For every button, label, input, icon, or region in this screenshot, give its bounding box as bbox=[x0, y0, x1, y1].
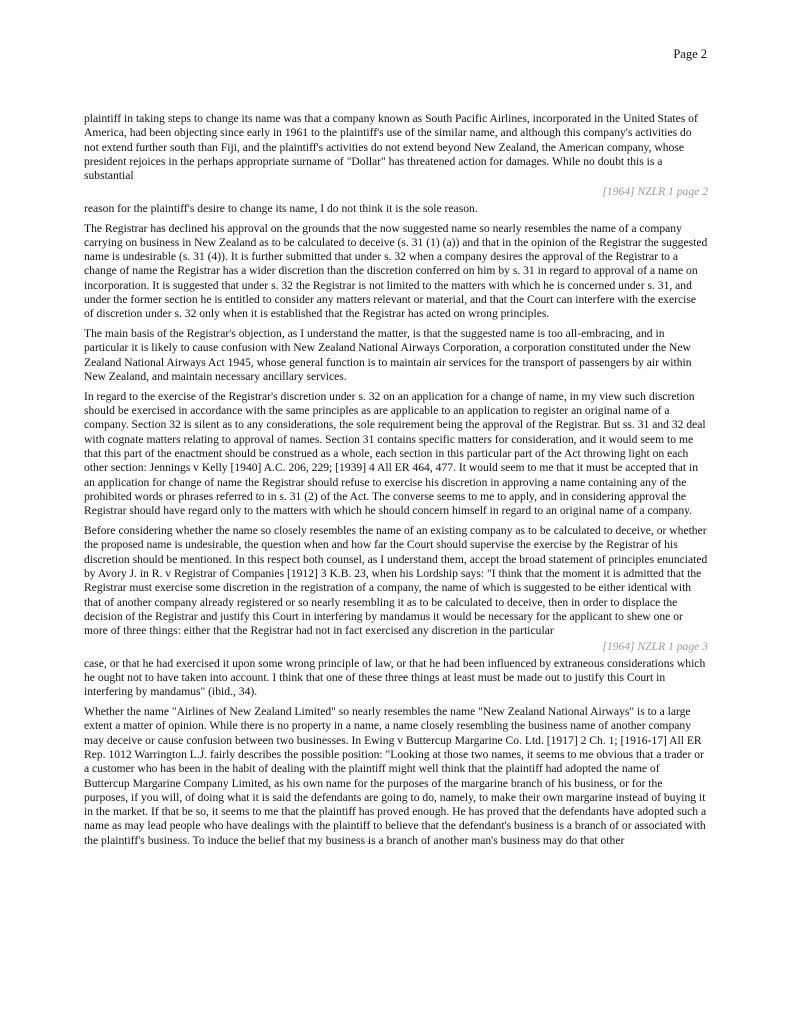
page-number: Page 2 bbox=[673, 47, 707, 61]
paragraph-3: The main basis of the Registrar's objection, as I understand the matter, is that the suggested name is too all-embracing, and in particular it is likely to cause confusion with New Zealand National Airways Corporation, a corporation constituted under the New Zealand National Airways Act 1945, whose general function is to maintain air services for the transport of passengers by air within New Zealand, and maintain necessary ancillary services. bbox=[84, 327, 692, 384]
paragraph-2: The Registrar has declined his approval on the grounds that the now suggested name so nearly resembles the name of a company carrying on business in New Zealand as to be calculated to deceive (s. 31 (1) (a)) and that in the opinion of the Registrar the suggested name is undesirable (s. 31 (4)). It is further submitted that under s. 32 when a company desires the approval of the Registrar to a change of name the Registrar has a wider discretion than the discretion conferred on him by s. 31 in regard to approval of a name on incorporation. It is suggested that under s. 32 the Registrar is not limited to the matters with which he is concerned under s. 31, and under the former section he is entitled to consider any matters relevant or material, and that the Court can interfere with the exercise of discretion under s. 32 only when it is established that the Registrar has acted on wrong principles. bbox=[84, 221, 708, 321]
paragraph-1: plaintiff in taking steps to change its name was that a company known as South Pacific Airlines, incorporated in the United States of America, had been objecting since early in 1961 to the plaintiff's use of the similar name, and although this company's activities do not extend further south than Fiji, and the plaintiff's activities do not extend beyond New Zealand, the American company, whose president rejoices in the perhaps appropriate surname of "Dollar" has threatened action for damages. While no doubt this is a substantial bbox=[84, 112, 698, 183]
paragraph-6: Whether the name "Airlines of New Zealand Limited" so nearly resembles the name "New Zealand National Airways" is to a large extent a matter of opinion. While there is no property in a name, a name closely resembling the business name of another company may deceive or cause confusion between two businesses. In Ewing v Buttercup Margarine Co. Ltd. [1917] 2 Ch. 1; [1916-17] All ER Rep. 1012 Warrington L.J. fairly describes the possible position: "Looking at those two names, it seems to me obvious that a trader or a customer who has been in the habit of dealing with the plaintiff might well think that the plaintiff had adopted the name of Buttercup Margarine Company Limited, as his own name for the purposes of the margarine branch of his business, or for the purposes, if you will, of doing what it is said the defendants are going to do, namely, to make their own margarine instead of buying it in the market. If that be so, it seems to me that the plaintiff has proved enough. He has proved that the defendants have adopted such a name as may lead people who have dealings with the plaintiff to believe that the defendant's business is a branch of or associated with the plaintiff's business. To induce the belief that my business is a branch of another man's business may do that other bbox=[84, 705, 707, 847]
paragraph-5: Before considering whether the name so closely resembles the name of an existing company as to be calculated to deceive, or whether the proposed name is undesirable, the question when and how far the Court should supervise the exercise by the Registrar of his discretion should be mentioned. In this respect both counsel, as I understand them, accept the broad statement of principles enunciated by Avory J. in R. v Registrar of Companies [1912] 3 K.B. 23, when his Lordship says: "I think that the moment it is admitted that the Registrar must exercise some discretion in the registration of a company, the name of which is suggested to be either identical with that of another company already registered or so nearly resembling it as to be calculated to deceive, then in order to displace the decision of the Registrar and justify this Court in interfering by mandamus it would be necessary for the applicant to shew one or more of three things: either that the Registrar had not in fact exercised any discretion in the particular bbox=[84, 524, 708, 638]
page-marker: [1964] NZLR 1 page 2 bbox=[602, 185, 708, 199]
paragraph-4: In regard to the exercise of the Registrar's discretion under s. 32 on an application for a change of name, in my view such discretion should be exercised in accordance with the same principles as are applicable to an application to register an original name of a company. Section 32 is silent as to any considerations, the sole requirement being the approval of the Registrar. But ss. 31 and 32 deal with cognate matters relating to approval of names. Section 31 contains specific matters for consideration, and it would seem to me that this part of the enactment should be construed as a whole, each section in this particular part of the Act throwing light on each other section: Jennings v Kelly [1940] A.C. 206, 229; [1939] 4 All ER 464, 477. It would seem to me that it must be accepted that in an application for change of name the Registrar should refuse to exercise his discretion in approving a name containing any of the prohibited words or phrases referred to in s. 31 (2) of the Act. The converse seems to me to apply, and in considering approval the Registrar should have regard only to the matters with which he should concern himself in regard to an original name of a company. bbox=[84, 389, 706, 518]
paragraph-1-continued: reason for the plaintiff's desire to change its name, I do not think it is the sole reason. bbox=[84, 201, 478, 215]
document-body bbox=[84, 112, 708, 854]
paragraph-5-continued: case, or that he had exercised it upon some wrong principle of law, or that he had been influenced by extraneous considerations which he ought not to have taken into account. I think that one of these three things at least must be made out to justify this Court in interfering by mandamus" (ibid., 34). bbox=[84, 656, 706, 699]
page-marker: [1964] NZLR 1 page 3 bbox=[602, 640, 708, 654]
